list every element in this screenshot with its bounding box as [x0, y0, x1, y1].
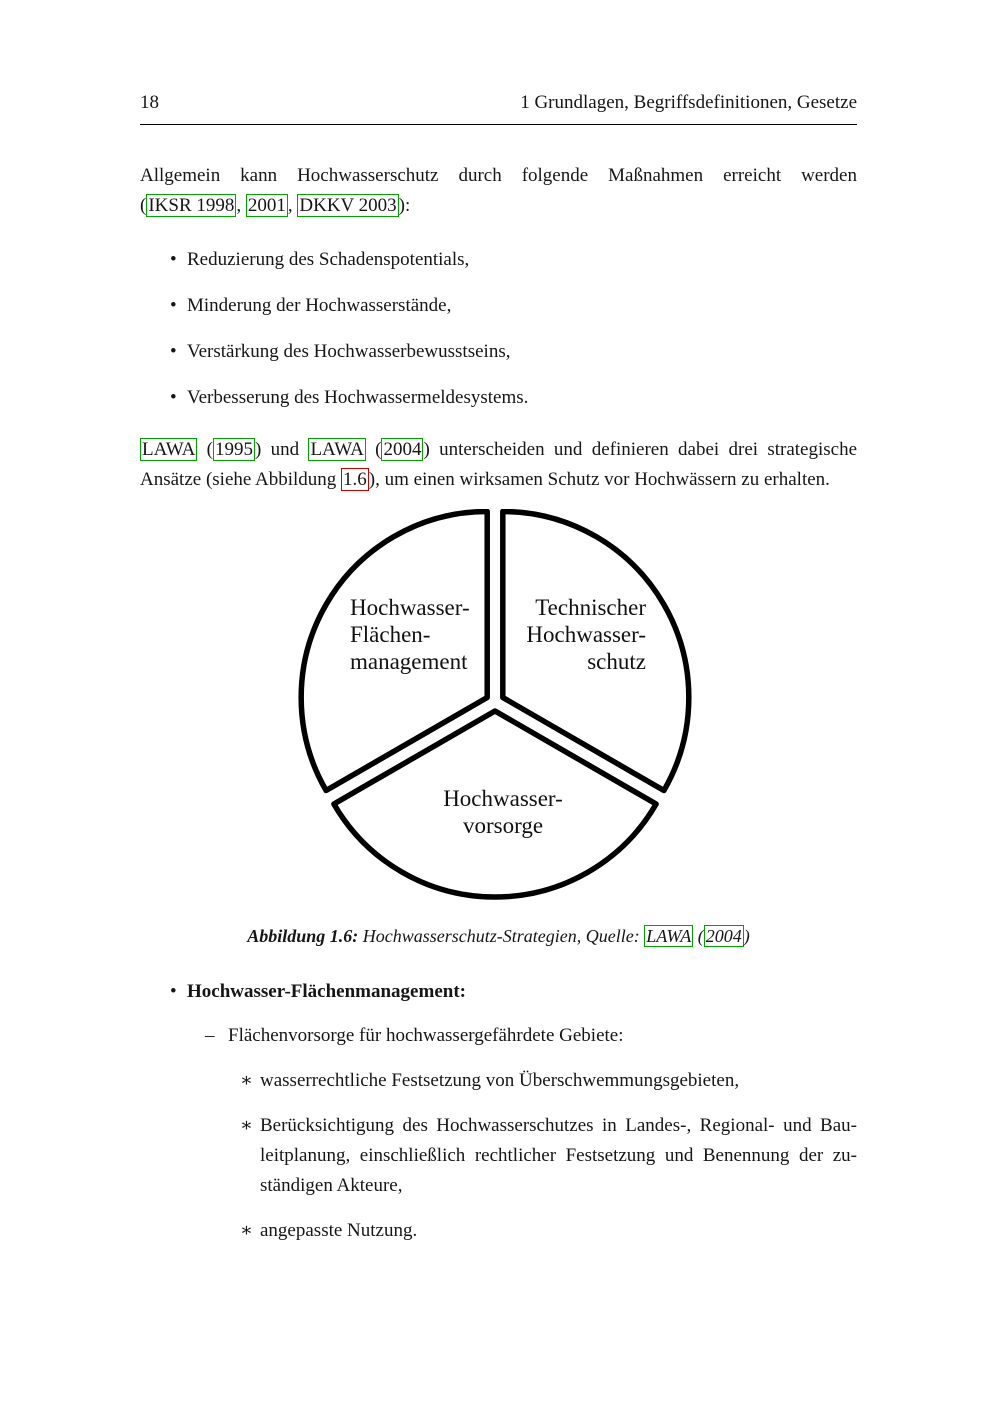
star-icon: ∗	[240, 1070, 253, 1091]
list-item-text: Verstärkung des Hochwasserbewusstseins,	[187, 341, 511, 362]
bullet-icon: •	[170, 981, 177, 1002]
citation-link-lawa-1995-name[interactable]: LAWA	[142, 439, 196, 460]
figure-reference-link[interactable]: 1.6	[343, 469, 367, 490]
star-icon: ∗	[240, 1220, 253, 1241]
running-header-title: 1 Grundlagen, Begriffsdefinitionen, Gesetze	[520, 92, 857, 113]
outline-star-item	[140, 1066, 857, 1096]
list-item	[140, 383, 857, 413]
slice-label-line: Hochwasser-	[526, 622, 646, 647]
bullet-icon: •	[170, 387, 177, 408]
outline-heading-item	[140, 977, 857, 1007]
bullet-icon: •	[170, 249, 177, 270]
citation-link-lawa-1995-year[interactable]: 1995	[215, 439, 253, 460]
measures-list	[140, 245, 857, 413]
slice-label-line: Hochwasser-	[350, 595, 470, 620]
caption-text: Hochwasserschutz-Strategien, Quelle:	[358, 926, 645, 946]
citation-link-caption-lawa[interactable]: LAWA	[646, 926, 692, 946]
figure-1-6	[140, 509, 857, 909]
bullet-icon: •	[170, 341, 177, 362]
paren-text: (	[197, 439, 213, 460]
comma: ,	[236, 195, 246, 216]
outline-sub-text: Flächenvorsorge für hochwassergefährdete Gebiete:	[228, 1025, 624, 1046]
citation-link-iksr-1998[interactable]: IKSR 1998	[148, 195, 235, 216]
outline-star-item	[140, 1216, 857, 1246]
outline-section	[140, 977, 857, 1246]
slice-label-line: Technischer	[535, 595, 646, 620]
outline-star-item	[140, 1111, 857, 1201]
citation-link-caption-2004[interactable]: 2004	[705, 926, 742, 946]
list-item	[140, 291, 857, 321]
body-text: ), um einen wirksamen Schutz vor Hochwässern zu erhalten.	[368, 469, 830, 490]
dash-icon: –	[205, 1025, 215, 1046]
outline-heading-text: Hochwasser-Flächenmanagement:	[187, 981, 466, 1002]
citation-link-iksr-2001[interactable]: 2001	[247, 195, 286, 216]
outline-star-text: angepasste Nutzung.	[260, 1220, 418, 1241]
slice-label-line: Hochwasser-	[443, 786, 563, 811]
citation-link-dkkv-2003[interactable]: DKKV 2003	[299, 195, 397, 216]
bullet-icon: •	[170, 295, 177, 316]
paren-text: )	[743, 926, 750, 946]
figure-caption	[140, 921, 857, 951]
paren-text: (	[693, 926, 704, 946]
slice-label-line: vorsorge	[462, 813, 544, 838]
body-text: Ansätze (siehe Abbildung	[140, 469, 342, 490]
star-item-line: leitplanung, einschließlich rechtlicher Festsetzung und Benennung der zu-	[260, 1145, 857, 1166]
star-icon: ∗	[240, 1115, 253, 1136]
strategies-line-1	[140, 435, 857, 465]
page-number: 18	[140, 92, 159, 113]
intro-line-2	[140, 191, 857, 221]
list-item	[140, 245, 857, 275]
citation-link-lawa-2004-year[interactable]: 2004	[383, 439, 422, 460]
close-paren-colon: ):	[398, 195, 411, 216]
strategies-line-2	[140, 465, 857, 495]
paren-text: ) und	[255, 439, 309, 460]
list-item	[140, 337, 857, 367]
body-text: ) unterscheiden und definieren dabei drei strategische	[423, 439, 858, 460]
page-header	[140, 0, 857, 125]
star-item-line: Berücksichtigung des Hochwasserschutzes in Landes-, Regional- und Bau-	[260, 1115, 857, 1136]
star-item-line: ständigen Akteure,	[260, 1175, 403, 1196]
outline-sub-item	[140, 1021, 857, 1051]
strategy-pie-diagram	[140, 509, 857, 909]
outline-star-text	[260, 1111, 857, 1201]
paren-text: (	[365, 439, 382, 460]
slice-label-line: management	[350, 649, 468, 674]
slice-label-line: schutz	[587, 649, 646, 674]
comma: ,	[287, 195, 298, 216]
strategies-paragraph	[140, 435, 857, 495]
list-item-text: Verbesserung des Hochwassermeldesystems.	[187, 387, 529, 408]
outline-star-text: wasserrechtliche Festsetzung von Überschwemmungsgebieten,	[260, 1070, 740, 1091]
caption-label: Abbildung 1.6:	[247, 926, 359, 946]
slice-label-line: Flächen-	[350, 622, 431, 647]
list-item-text: Minderung der Hochwasserstände,	[187, 295, 452, 316]
citation-link-lawa-2004-name[interactable]: LAWA	[310, 439, 364, 460]
open-paren: (	[140, 195, 147, 216]
intro-paragraph	[140, 161, 857, 221]
intro-line-1: Allgemein kann Hochwasserschutz durch folgende Maßnahmen erreicht werden	[140, 165, 857, 186]
list-item-text: Reduzierung des Schadenspotentials,	[187, 249, 470, 270]
